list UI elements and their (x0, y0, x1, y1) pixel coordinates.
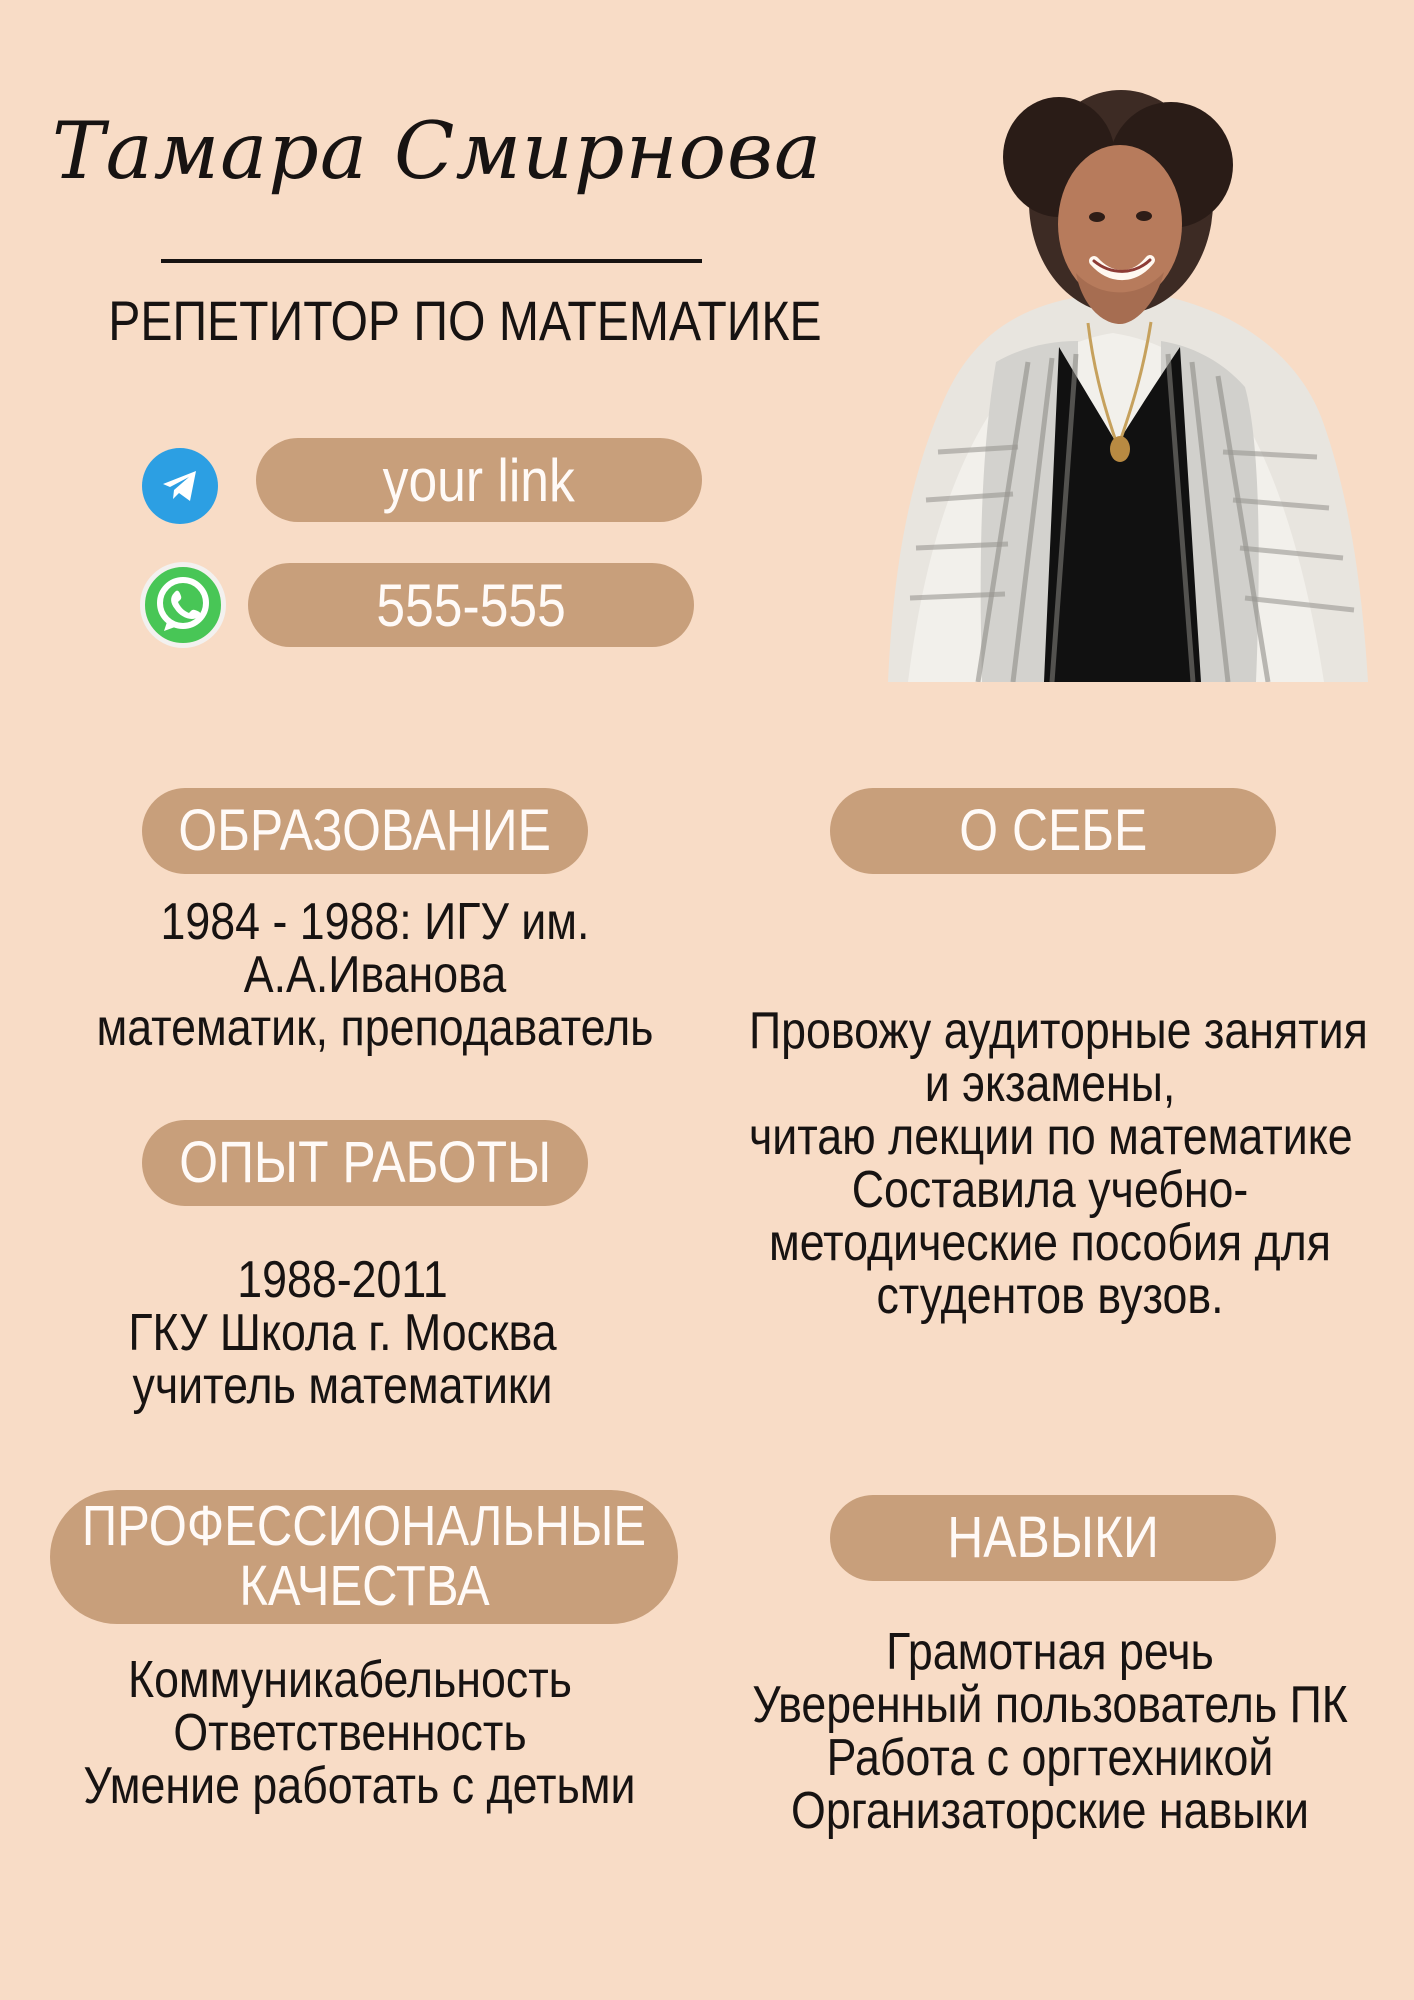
skills-details (700, 1623, 1400, 1840)
about-line: студентов вузов. (876, 1267, 1224, 1325)
experience-heading-label: ОПЫТ РАБОТЫ (179, 1129, 551, 1195)
whatsapp-phone-icon (150, 572, 216, 638)
about-line: и экзамены, (924, 1055, 1176, 1113)
skill-line: Работа с оргтехникой (826, 1729, 1274, 1787)
education-details (40, 893, 710, 1057)
professional-qualities-heading-line: ПРОФЕССИОНАЛЬНЫЕ (81, 1494, 647, 1559)
experience-line: учитель математики (132, 1357, 553, 1415)
whatsapp-icon[interactable] (140, 562, 226, 648)
education-line: А.А.Иванова (243, 946, 507, 1004)
professional-qualities-details (40, 1651, 660, 1815)
telegram-link-label: your link (382, 446, 576, 514)
experience-line: 1988-2011 (237, 1251, 448, 1309)
job-title: РЕПЕТИТОР ПО МАТЕМАТИКЕ (108, 289, 822, 352)
skill-line: Грамотная речь (886, 1623, 1214, 1681)
name-underline (161, 259, 702, 263)
experience-heading (142, 1120, 588, 1206)
quality-line: Коммуникабельность (128, 1651, 572, 1709)
education-line: 1984 - 1988: ИГУ им. (160, 893, 590, 951)
skill-line: Организаторские навыки (791, 1782, 1309, 1840)
experience-line: ГКУ Школа г. Москва (128, 1304, 557, 1362)
education-heading (142, 788, 588, 874)
portrait-photo (868, 62, 1368, 682)
telegram-paper-plane-icon (156, 462, 204, 510)
education-heading-label: ОБРАЗОВАНИЕ (178, 797, 552, 863)
skills-heading-label: НАВЫКИ (947, 1504, 1159, 1570)
about-heading-label: О СЕБЕ (959, 797, 1147, 863)
education-line: математик, преподаватель (96, 999, 654, 1057)
professional-qualities-heading-line: КАЧЕСТВА (238, 1554, 490, 1618)
about-line: Провожу аудиторные занятия (749, 1002, 1368, 1060)
whatsapp-phone-label: 555-555 (376, 571, 566, 639)
skills-heading (830, 1495, 1276, 1581)
whatsapp-phone-button[interactable] (248, 563, 694, 647)
skill-line: Уверенный пользователь ПК (752, 1676, 1348, 1734)
telegram-icon[interactable] (142, 448, 218, 524)
telegram-link-button[interactable] (256, 438, 702, 522)
about-heading (830, 788, 1276, 874)
person-name: Тамара Смирнова (51, 105, 823, 197)
professional-qualities-heading (50, 1490, 678, 1624)
quality-line: Умение работать с детьми (83, 1757, 636, 1815)
experience-details (40, 1251, 645, 1415)
quality-line: Ответственность (173, 1704, 527, 1762)
about-details (700, 1002, 1400, 1325)
professional-qualities-heading-label (36, 1494, 692, 1618)
about-line: Составила учебно- (851, 1161, 1249, 1219)
about-line: методические пособия для (769, 1214, 1331, 1272)
about-line: читаю лекции по математике (749, 1108, 1353, 1166)
